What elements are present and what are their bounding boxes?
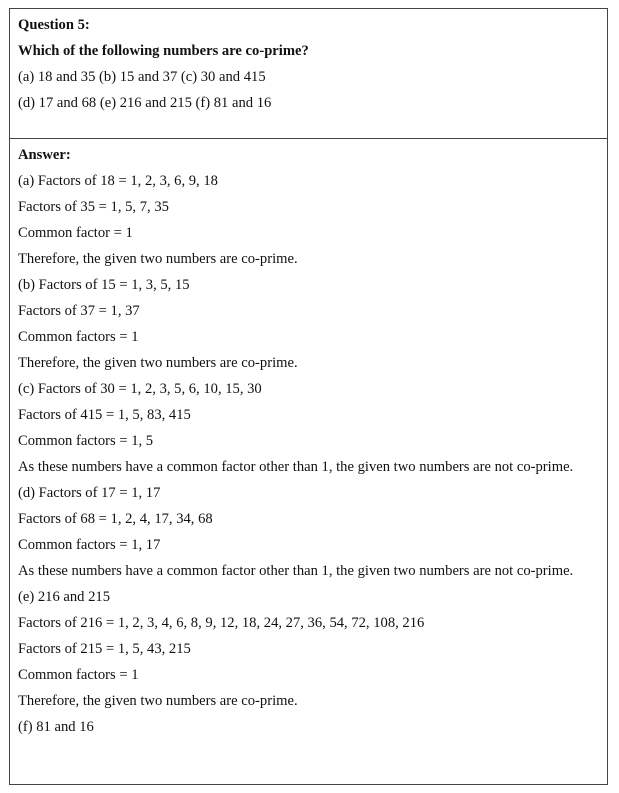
answer-line-d-factors-17: (d) Factors of 17 = 1, 17 <box>18 485 161 501</box>
answer-line-d-conclusion: As these numbers have a common factor other than 1, the given two numbers are not co-prime. <box>18 563 574 579</box>
answer-line-d-factors-68: Factors of 68 = 1, 2, 4, 17, 34, 68 <box>18 511 213 527</box>
question-heading: Question 5: <box>18 17 90 33</box>
question-section <box>10 9 607 139</box>
answer-line-c-conclusion: As these numbers have a common factor other than 1, the given two numbers are not co-prime. <box>18 459 574 475</box>
answer-heading: Answer: <box>18 147 71 163</box>
answer-line-b-conclusion: Therefore, the given two numbers are co-prime. <box>18 355 298 371</box>
answer-section <box>10 139 607 740</box>
answer-line-a-common: Common factor = 1 <box>18 225 133 241</box>
answer-line-c-common: Common factors = 1, 5 <box>18 433 154 449</box>
answer-line-a-factors-18: (a) Factors of 18 = 1, 2, 3, 6, 9, 18 <box>18 173 218 189</box>
answer-line-d-common: Common factors = 1, 17 <box>18 537 161 553</box>
question-options-line-1: (a) 18 and 35 (b) 15 and 37 (c) 30 and 415 <box>18 69 266 85</box>
answer-line-e-heading: (e) 216 and 215 <box>18 589 110 605</box>
answer-line-e-factors-216: Factors of 216 = 1, 2, 3, 4, 6, 8, 9, 12, 18, 24, 27, 36, 54, 72, 108, 216 <box>18 615 425 631</box>
worksheet-frame <box>9 8 608 785</box>
answer-line-c-factors-415: Factors of 415 = 1, 5, 83, 415 <box>18 407 191 423</box>
answer-line-e-common: Common factors = 1 <box>18 667 139 683</box>
question-options-line-2: (d) 17 and 68 (e) 216 and 215 (f) 81 and 16 <box>18 95 272 111</box>
answer-line-b-factors-37: Factors of 37 = 1, 37 <box>18 303 140 319</box>
answer-line-a-conclusion: Therefore, the given two numbers are co-prime. <box>18 251 298 267</box>
question-prompt: Which of the following numbers are co-prime? <box>18 43 309 59</box>
answer-line-c-factors-30: (c) Factors of 30 = 1, 2, 3, 5, 6, 10, 15, 30 <box>18 381 262 397</box>
answer-line-b-common: Common factors = 1 <box>18 329 139 345</box>
answer-line-e-factors-215: Factors of 215 = 1, 5, 43, 215 <box>18 641 191 657</box>
answer-line-b-factors-15: (b) Factors of 15 = 1, 3, 5, 15 <box>18 277 190 293</box>
answer-line-a-factors-35: Factors of 35 = 1, 5, 7, 35 <box>18 199 169 215</box>
answer-line-f-heading: (f) 81 and 16 <box>18 719 94 735</box>
answer-line-e-conclusion: Therefore, the given two numbers are co-prime. <box>18 693 298 709</box>
